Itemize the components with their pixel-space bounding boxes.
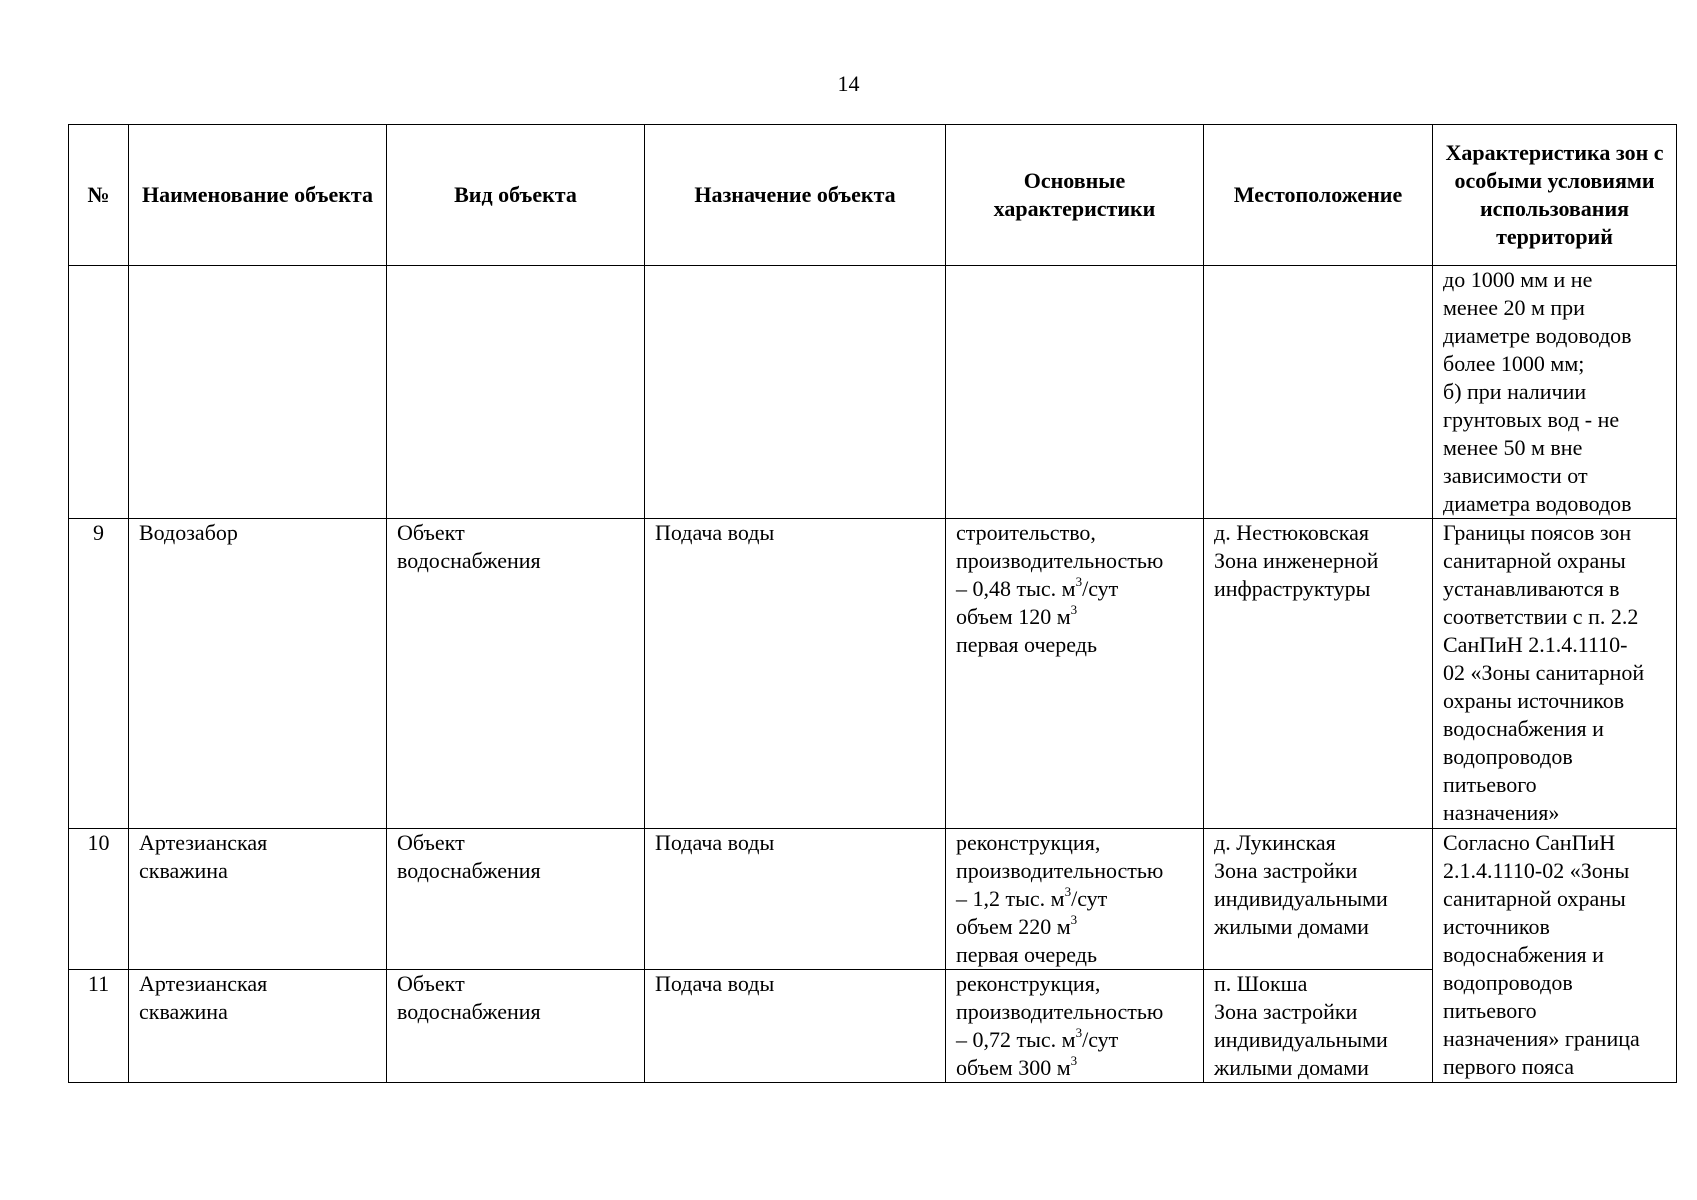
cell-zones	[1433, 519, 1677, 829]
name-line: Артезианская	[139, 971, 268, 996]
cell-name	[129, 829, 387, 970]
zones-line: санитарной охраны	[1443, 548, 1626, 573]
name-line: скважина	[139, 858, 228, 883]
zones-line: до 1000 мм и не	[1443, 267, 1593, 292]
type-line: водоснабжения	[397, 999, 541, 1024]
zones-line: питьевого	[1443, 998, 1537, 1023]
name-line: Артезианская	[139, 830, 268, 855]
char-capacity-value: – 0,48 тыс. м	[956, 576, 1076, 601]
location-line: Зона застройки	[1214, 999, 1358, 1024]
table-row	[69, 829, 1677, 970]
zones-line: назначения» граница	[1443, 1026, 1640, 1051]
zones-line: диаметре водоводов	[1443, 323, 1632, 348]
objects-table	[68, 124, 1677, 1083]
zones-line: Согласно СанПиН	[1443, 830, 1616, 855]
superscript-3: 3	[1075, 573, 1083, 589]
location-line: Зона застройки	[1214, 858, 1358, 883]
cell-characteristics	[946, 519, 1204, 829]
zones-line: Границы поясов зон	[1443, 520, 1632, 545]
char-capacity-unit: /сут	[1082, 1027, 1119, 1052]
char-capacity-label: производительностью	[956, 548, 1164, 573]
char-capacity-unit: /сут	[1082, 576, 1119, 601]
zones-line: питьевого	[1443, 772, 1537, 797]
zones-line: назначения»	[1443, 800, 1560, 825]
char-volume-value: объем 120 м	[956, 604, 1071, 629]
header-characteristics: Основные характеристики	[946, 125, 1204, 266]
char-status: строительство,	[956, 520, 1096, 545]
char-status: реконструкция,	[956, 971, 1101, 996]
cell-location	[1204, 266, 1433, 519]
purpose-text: Подача воды	[655, 830, 775, 855]
cell-zones	[1433, 266, 1677, 519]
cell-num: 9	[69, 519, 129, 829]
cell-purpose	[645, 266, 946, 519]
cell-location	[1204, 519, 1433, 829]
zones-line: грунтовых вод - не	[1443, 407, 1620, 432]
location-line: инфраструктуры	[1214, 576, 1371, 601]
char-volume-value: объем 300 м	[956, 1055, 1071, 1080]
zones-line: СанПиН 2.1.4.1110-	[1443, 632, 1628, 657]
purpose-text: Подача воды	[655, 971, 775, 996]
location-line: жилыми домами	[1214, 914, 1369, 939]
char-queue: первая очередь	[956, 632, 1097, 657]
zones-line: водоснабжения и	[1443, 716, 1604, 741]
char-queue: первая очередь	[956, 942, 1097, 967]
purpose-text: Подача воды	[655, 520, 775, 545]
header-name: Наименование объекта	[129, 125, 387, 266]
zones-line: б) при наличии	[1443, 379, 1587, 404]
char-volume-value: объем 220 м	[956, 914, 1071, 939]
cell-name	[129, 519, 387, 829]
cell-num	[69, 266, 129, 519]
location-line: индивидуальными	[1214, 886, 1388, 911]
char-volume	[956, 1054, 1197, 1082]
name-line: Водозабор	[139, 520, 238, 545]
char-capacity	[956, 885, 1197, 913]
cell-type	[387, 519, 645, 829]
table-header-row	[69, 125, 1677, 266]
cell-characteristics	[946, 266, 1204, 519]
superscript-3: 3	[1070, 1052, 1078, 1068]
zones-line: водопроводов	[1443, 970, 1573, 995]
char-capacity-label: производительностью	[956, 858, 1164, 883]
superscript-3: 3	[1075, 1024, 1083, 1040]
type-line: Объект	[397, 971, 465, 996]
header-purpose: Назначение объекта	[645, 125, 946, 266]
cell-purpose	[645, 970, 946, 1083]
char-capacity	[956, 1026, 1197, 1054]
page-number: 14	[837, 71, 860, 96]
zones-line: водопроводов	[1443, 744, 1573, 769]
cell-type	[387, 970, 645, 1083]
zones-line: диаметра водоводов	[1443, 491, 1632, 516]
location-line: Зона инженерной	[1214, 548, 1379, 573]
zones-line: менее 20 м при	[1443, 295, 1585, 320]
char-volume	[956, 603, 1197, 631]
zones-line: источников	[1443, 914, 1550, 939]
zones-line: более 1000 мм;	[1443, 351, 1585, 376]
location-line: жилыми домами	[1214, 1055, 1369, 1080]
char-capacity-value: – 0,72 тыс. м	[956, 1027, 1076, 1052]
zones-line: водоснабжения и	[1443, 942, 1604, 967]
cell-purpose	[645, 519, 946, 829]
superscript-3: 3	[1070, 911, 1078, 927]
zones-line: соответствии с п. 2.2	[1443, 604, 1639, 629]
cell-num: 11	[69, 970, 129, 1083]
char-capacity	[956, 575, 1197, 603]
location-line: индивидуальными	[1214, 1027, 1388, 1052]
char-capacity-label: производительностью	[956, 999, 1164, 1024]
header-num: №	[69, 125, 129, 266]
location-line: д. Нестюковская	[1214, 520, 1370, 545]
cell-type	[387, 266, 645, 519]
char-volume	[956, 913, 1197, 941]
cell-zones	[1433, 829, 1677, 1083]
cell-purpose	[645, 829, 946, 970]
table-row-continuation	[69, 266, 1677, 519]
type-line: водоснабжения	[397, 548, 541, 573]
cell-characteristics	[946, 829, 1204, 970]
type-line: Объект	[397, 520, 465, 545]
cell-name	[129, 970, 387, 1083]
cell-type	[387, 829, 645, 970]
zones-line: охраны источников	[1443, 688, 1625, 713]
zones-line: менее 50 м вне	[1443, 435, 1583, 460]
type-line: водоснабжения	[397, 858, 541, 883]
zones-line: 02 «Зоны санитарной	[1443, 660, 1645, 685]
char-status: реконструкция,	[956, 830, 1101, 855]
cell-name	[129, 266, 387, 519]
type-line: Объект	[397, 830, 465, 855]
zones-line: зависимости от	[1443, 463, 1588, 488]
location-line: п. Шокша	[1214, 971, 1308, 996]
zones-line: первого пояса	[1443, 1054, 1575, 1079]
cell-location	[1204, 829, 1433, 970]
superscript-3: 3	[1070, 601, 1078, 617]
header-location: Местоположение	[1204, 125, 1433, 266]
zones-line: санитарной охраны	[1443, 886, 1626, 911]
header-zones: Характеристика зон с особыми условиями использования территорий	[1433, 125, 1677, 266]
zones-line: устанавливаются в	[1443, 576, 1620, 601]
cell-num: 10	[69, 829, 129, 970]
table-row	[69, 519, 1677, 829]
header-type: Вид объекта	[387, 125, 645, 266]
cell-characteristics	[946, 970, 1204, 1083]
location-line: д. Лукинская	[1214, 830, 1336, 855]
superscript-3: 3	[1064, 883, 1072, 899]
zones-line: 2.1.4.1110-02 «Зоны	[1443, 858, 1630, 883]
name-line: скважина	[139, 999, 228, 1024]
char-capacity-unit: /сут	[1071, 886, 1108, 911]
cell-location	[1204, 970, 1433, 1083]
char-capacity-value: – 1,2 тыс. м	[956, 886, 1065, 911]
